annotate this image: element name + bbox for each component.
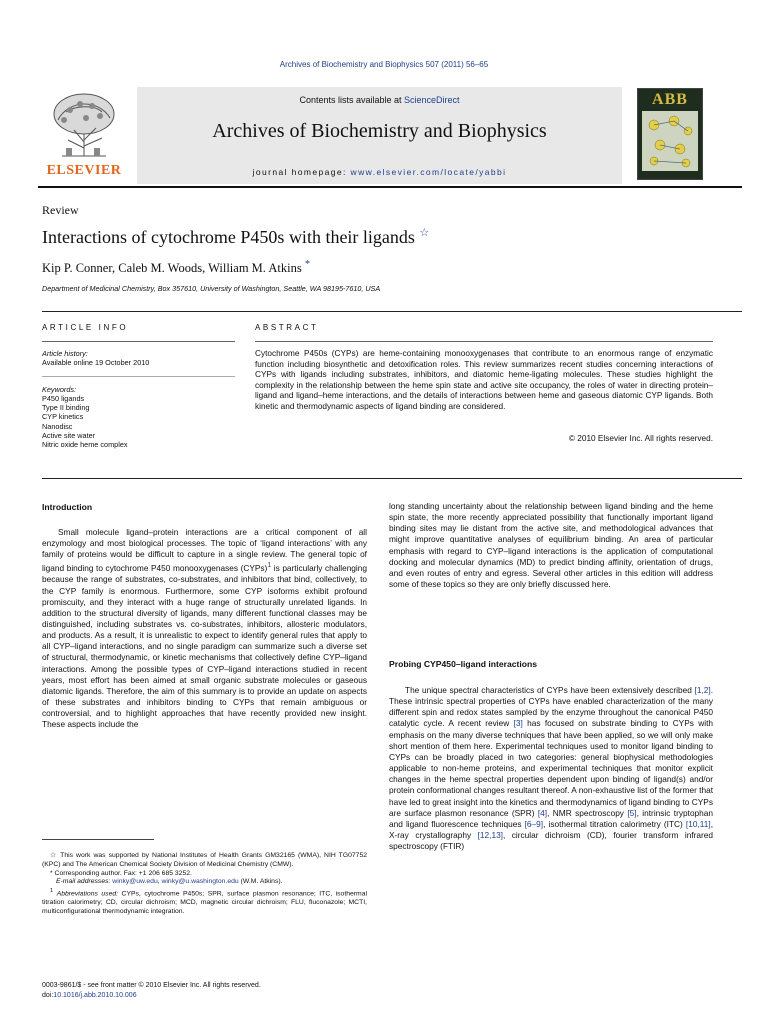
keywords-label: Keywords: xyxy=(42,385,77,394)
history-value: Available online 19 October 2010 xyxy=(42,358,150,368)
issn-line: 0003-9861/$ - see front matter © 2010 Elsevier Inc. All rights reserved. xyxy=(42,982,261,989)
footnotes xyxy=(42,852,367,917)
elsevier-wordmark: ELSEVIER xyxy=(46,163,122,178)
keyword-list xyxy=(42,394,237,449)
keyword-item: P450 ligands xyxy=(42,394,85,403)
keyword-item: CYP kinetics xyxy=(42,412,84,422)
journal-cover xyxy=(637,88,703,180)
ref-5[interactable]: [5] xyxy=(627,807,637,818)
title-footnote-marker[interactable]: ☆ xyxy=(419,227,430,239)
ref-1-2[interactable]: [1,2] xyxy=(694,685,711,695)
email-link-2[interactable]: winky@u.washington.edu xyxy=(161,878,239,886)
contents-prefix: Contents lists available at xyxy=(299,95,405,105)
contents-line xyxy=(137,95,622,105)
doi-line: doi:10.1016/j.abb.2010.10.006 xyxy=(42,992,137,999)
affiliation-rule xyxy=(42,311,742,312)
author-list xyxy=(42,259,310,276)
homepage-prefix: journal homepage: xyxy=(252,167,351,177)
doi-link[interactable]: 10.1016/j.abb.2010.10.006 xyxy=(53,992,137,999)
corresponding-footnote: * Corresponding author. Fax: +1 206 685 3252. xyxy=(50,869,192,877)
keyword-item: Nitric oxide heme complex xyxy=(42,440,128,450)
history-rule xyxy=(42,376,235,377)
paper-title-text: Interactions of cytochrome P450s with their ligands xyxy=(42,227,415,247)
abstract-copyright: © 2010 Elsevier Inc. All rights reserved. xyxy=(568,434,713,443)
ref-10-11[interactable]: [10,11] xyxy=(685,818,711,829)
cover-title: ABB xyxy=(652,91,688,108)
article-history xyxy=(42,349,237,367)
footnote-1-marker[interactable]: 1 xyxy=(267,562,272,570)
introduction-text: Small molecule ligand–protein interactions are a critical component of all enzymology and most biological processes. The topic of ‘ligand interactions’ with any family of proteins would be difficult to capture in a single review. The general topic of ligand binding to cytochrome P450 monooxygenases (CYPs)$^1$ is particularly challenging because the range of substrates, co-substrates, and inhibitors that bind, collectively, to the CYP family is enormous. Furthermore, some CYP isoforms exhibit profound promiscuity, and they interact with a huge range of structurally unrelated ligands. In addition to the structural diversity of ligands, many different functional classes may be distinguished, including substrates vs. co-substrates, inhibitors, allosteric modulators, and products. As a result, it is unrealistic to expect to identify general rules that apply to all CYP–ligand interactions, and no single paradigm can summarize such a diverse set of structural, thermodynamic, or kinetic mechanisms that collectively define CYP–ligand interactions. Among the possible types of CYP–ligand interactions studied in recent years, most effort has been aimed at small organic substrate molecules or gaseous diatomic ligands. Therefore, the aim of this summary is to provide an update on aspects of these substrates and inhibitors binding to CYPs that remain ambiguous or controversial, and to highlight approaches that have recently provided new insight. These aspects include the xyxy=(42,527,367,730)
abstract-end-rule xyxy=(42,478,742,479)
journal-homepage xyxy=(137,167,622,177)
email-link-1[interactable]: winky@uw.edu xyxy=(112,878,158,886)
abstract-text: Cytochrome P450s (CYPs) are heme-containing monooxygenases that contribute to an enormous range of enzymatic function including biosynthetic and detoxification roles. This review summarizes recent studies concerning interactions of CYPs with ligands including substrates, inhibitors, and diatomic heme-ligating molecules. These studies highlight the complexity in the relationship between the heme spin state and active site occupancy, the roles of water in directing protein–ligand and ligand–heme interactions, and the details of interactions between heme and gaseous diatomic CYP ligands. Both kinetic and thermodynamic aspects of ligand binding are considered. xyxy=(255,349,713,411)
abstract-heading: ABSTRACT xyxy=(255,323,319,332)
history-label: Article history: xyxy=(42,349,88,358)
sciencedirect-link[interactable]: ScienceDirect xyxy=(404,95,460,105)
abbreviations-footnote: $^1$ Abbreviations used: CYPs, cytochrome P450s; SPR, surface plasmon resonance; ITC, isothermal titration calorimetry; CD, circular dichroism; MCD, magnetic circular dichroism; FLU, fluconazole; MCTI, multiconfigurational thermodynamic integration. xyxy=(42,888,367,916)
paper-title xyxy=(42,226,429,248)
keyword-item: Active site water xyxy=(42,430,96,440)
elsevier-tree-icon xyxy=(48,90,120,160)
front-matter-note xyxy=(42,981,367,1001)
keyword-item: Nanodisc xyxy=(42,421,73,431)
ref-12-13[interactable]: [12,13] xyxy=(477,830,503,841)
abstract-rule xyxy=(255,341,713,342)
affiliation: Department of Medicinal Chemistry, Box 357610, University of Washington, Seattle, WA 98195-7610, USA xyxy=(42,284,381,293)
funding-footnote: ☆ This work was supported by National Institutes of Health Grants GM32165 (WMA), NIH TG07752 (KPC) and The American Chemical Society Division of Medicinal Chemistry (CMW). xyxy=(42,852,368,868)
probing-heading: Probing CYP450–ligand interactions xyxy=(389,659,538,669)
ref-3[interactable]: [3] xyxy=(513,718,523,729)
corresponding-author-marker[interactable]: * xyxy=(304,259,311,270)
article-info-heading: ARTICLE INFO xyxy=(42,323,129,332)
article-type: Review xyxy=(42,203,79,217)
introduction-heading: Introduction xyxy=(42,502,93,512)
article-info-rule xyxy=(42,341,235,342)
cover-artwork xyxy=(642,111,698,171)
email-footnote: E-mail addresses: winky@uw.edu, winky@u.washington.edu (W.M. Atkins). xyxy=(56,878,283,886)
journal-masthead xyxy=(137,87,622,184)
ref-4[interactable]: [4] xyxy=(537,807,548,818)
authors-text: Kip P. Conner, Caleb M. Woods, William M. Atkins xyxy=(42,261,302,276)
footnote-rule xyxy=(42,839,154,840)
journal-reference[interactable]: Archives of Biochemistry and Biophysics 507 (2011) 56–65 xyxy=(279,60,489,69)
right-column-intro-continued: long standing uncertainty about the relationship between ligand binding and the heme spin state, the more recently appreciated possibility that functionally important ligand binding sites may lie distant from the active site, and methodological advances that might improve quantitative analyses of equilibrium binding. An area of particular emphasis with regard to CYP–ligand interactions is the application of computational docking and molecular dynamics (MD) to predict binding affinity, orientation of drugs, and even routes of entry and egress. Several other articles in this edition will address some of these topics so they are only briefly discussed here. xyxy=(389,501,713,590)
ref-6-9[interactable]: [6–9] xyxy=(524,818,544,829)
homepage-link[interactable]: www.elsevier.com/locate/yabbi xyxy=(350,167,507,177)
elsevier-logo xyxy=(38,90,130,182)
keyword-item: Type II binding xyxy=(42,403,90,413)
header-rule xyxy=(38,186,742,188)
journal-title: Archives of Biochemistry and Biophysics xyxy=(212,120,547,142)
cover-molecule-icon xyxy=(642,111,698,171)
probing-text: The unique spectral characteristics of CYPs have been extensively described [1,2]. These intrinsic spectral properties of CYPs have enabled characterization of the many different spin and redox states sampled by the enzyme throughout the canonical P450 catalytic cycle. A recent review [3] has focused on substrate binding to CYPs with emphasis on the many diverse techniques that have been applied, so we will only make short mention of them here. Experimental techniques used to monitor ligand binding to CYPs can be broadly placed in two categories: general biophysical methodologies applicable to non-heme proteins, and experimental techniques that monitor explicit changes in the heme spectral properties dependent upon binding of ligand(s) and/or protein conformational changes resultant thereof. A non-exhaustive list of the former that have led to great insight into the kinetics and thermodynamics of ligand binding to CYPs are surface plasmon resonance (SPR) [4], NMR spectroscopy [5], intrinsic tryptophan and ligand fluorescence techniques [6–9], isothermal titration calorimetry (ITC) [10,11], X-ray crystallography [12,13], circular dichroism (CD), fourier transform infrared spectroscopy (FTIR) xyxy=(389,685,714,852)
